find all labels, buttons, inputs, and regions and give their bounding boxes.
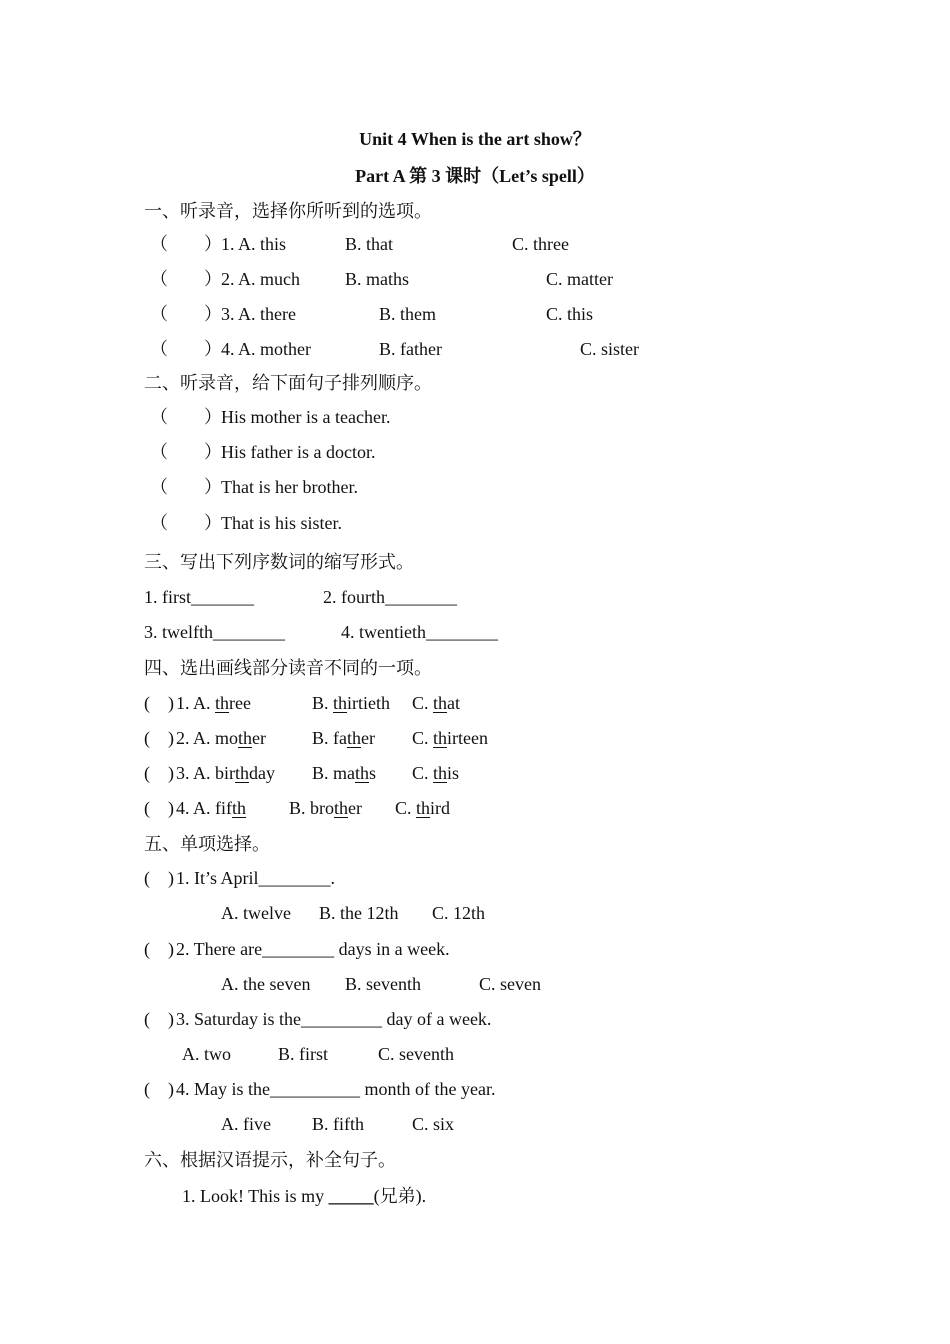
option-a: 2. A. mother xyxy=(176,728,267,748)
option-b: B. fifth xyxy=(312,1114,364,1134)
option-c: C. seventh xyxy=(378,1044,454,1064)
option-b: B. that xyxy=(345,234,393,254)
option-b: B. first xyxy=(278,1044,329,1064)
fill-blank-item[interactable]: 3. twelfth________ xyxy=(144,622,285,642)
option-c: C. this xyxy=(412,763,460,783)
answer-paren[interactable]: （ ） xyxy=(150,269,222,289)
answer-paren[interactable]: （ ） xyxy=(150,477,222,497)
answer-paren[interactable]: ( ) xyxy=(144,798,174,818)
section-5-heading: 五、单项选择。 xyxy=(144,834,270,854)
option-c: C. thirteen xyxy=(412,728,489,748)
option-b: B. them xyxy=(379,304,436,324)
option-a: A. the seven xyxy=(221,974,311,994)
option-c: C. third xyxy=(395,798,451,818)
section-1-heading: 一、听录音，选择你所听到的选项。 xyxy=(144,201,432,221)
option-b: B. brother xyxy=(289,798,362,818)
fill-blank-item[interactable]: 1. first_______ xyxy=(144,587,254,607)
answer-paren[interactable]: ( ) xyxy=(144,763,174,783)
question-text: 1. Look! This is my xyxy=(182,1186,329,1206)
sentence-text: That is his sister. xyxy=(221,513,342,533)
option-a: 3. A. birthday xyxy=(176,763,276,783)
question-text: 1. It’s April________. xyxy=(176,868,336,888)
answer-blank[interactable]: _____ xyxy=(328,1186,374,1206)
option-c: C. three xyxy=(512,234,569,254)
page-subtitle: Part A 第 3 课时（Let’s spell） xyxy=(355,166,595,186)
fill-blank-item[interactable]: 2. fourth________ xyxy=(323,587,457,607)
answer-paren[interactable]: ( ) xyxy=(144,1079,174,1099)
sentence-text: His father is a doctor. xyxy=(221,442,376,462)
answer-paren[interactable]: （ ） xyxy=(150,442,222,462)
section-3-heading: 三、写出下列序数词的缩写形式。 xyxy=(144,552,414,572)
option-b: B. maths xyxy=(345,269,410,289)
answer-paren[interactable]: （ ） xyxy=(150,234,222,254)
option-c: C. six xyxy=(412,1114,455,1134)
hint-text: (兄弟). xyxy=(373,1186,427,1206)
option-b: B. thirtieth xyxy=(312,693,391,713)
option-a: A. two xyxy=(182,1044,231,1064)
option-a: A. five xyxy=(221,1114,271,1134)
question-text: 2. There are________ days in a week. xyxy=(176,939,450,959)
question-text: 3. Saturday is the_________ day of a week. xyxy=(176,1009,492,1029)
option-a: 4. A. fifth xyxy=(176,798,247,818)
option-a: A. twelve xyxy=(221,903,291,923)
option-b: B. father xyxy=(379,339,442,359)
option-c: C. this xyxy=(546,304,594,324)
answer-paren[interactable]: ( ) xyxy=(144,868,174,888)
answer-paren[interactable]: ( ) xyxy=(144,1009,174,1029)
answer-paren[interactable]: （ ） xyxy=(150,304,222,324)
option-c: C. seven xyxy=(479,974,541,994)
option-b: B. the 12th xyxy=(319,903,399,923)
answer-paren[interactable]: ( ) xyxy=(144,728,174,748)
answer-paren[interactable]: （ ） xyxy=(150,339,222,359)
option-a: 4. A. mother xyxy=(221,339,311,359)
section-2-heading: 二、听录音，给下面句子排列顺序。 xyxy=(144,373,432,393)
option-c: C. 12th xyxy=(432,903,486,923)
page-title: Unit 4 When is the art show？ xyxy=(359,129,591,149)
option-a: 1. A. three xyxy=(176,693,252,713)
option-c: C. sister xyxy=(580,339,640,359)
answer-paren[interactable]: ( ) xyxy=(144,693,174,713)
answer-paren[interactable]: ( ) xyxy=(144,939,174,959)
option-c: C. matter xyxy=(546,269,613,289)
fill-blank-item[interactable]: 4. twentieth________ xyxy=(341,622,498,642)
answer-paren[interactable]: （ ） xyxy=(150,513,222,533)
sentence-text: That is her brother. xyxy=(221,477,358,497)
question-text: 4. May is the__________ month of the year. xyxy=(176,1079,496,1099)
option-a: 1. A. this xyxy=(221,234,287,254)
option-a: 2. A. much xyxy=(221,269,300,289)
section-6-item xyxy=(182,1184,426,1208)
answer-paren[interactable]: （ ） xyxy=(150,407,222,427)
sentence-text: His mother is a teacher. xyxy=(221,407,391,427)
option-b: B. maths xyxy=(312,763,377,783)
option-b: B. father xyxy=(312,728,375,748)
section-4-heading: 四、选出画线部分读音不同的一项。 xyxy=(144,658,432,678)
option-b: B. seventh xyxy=(345,974,421,994)
section-6-heading: 六、根据汉语提示，补全句子。 xyxy=(144,1150,396,1170)
option-a: 3. A. there xyxy=(221,304,296,324)
option-c: C. that xyxy=(412,693,461,713)
